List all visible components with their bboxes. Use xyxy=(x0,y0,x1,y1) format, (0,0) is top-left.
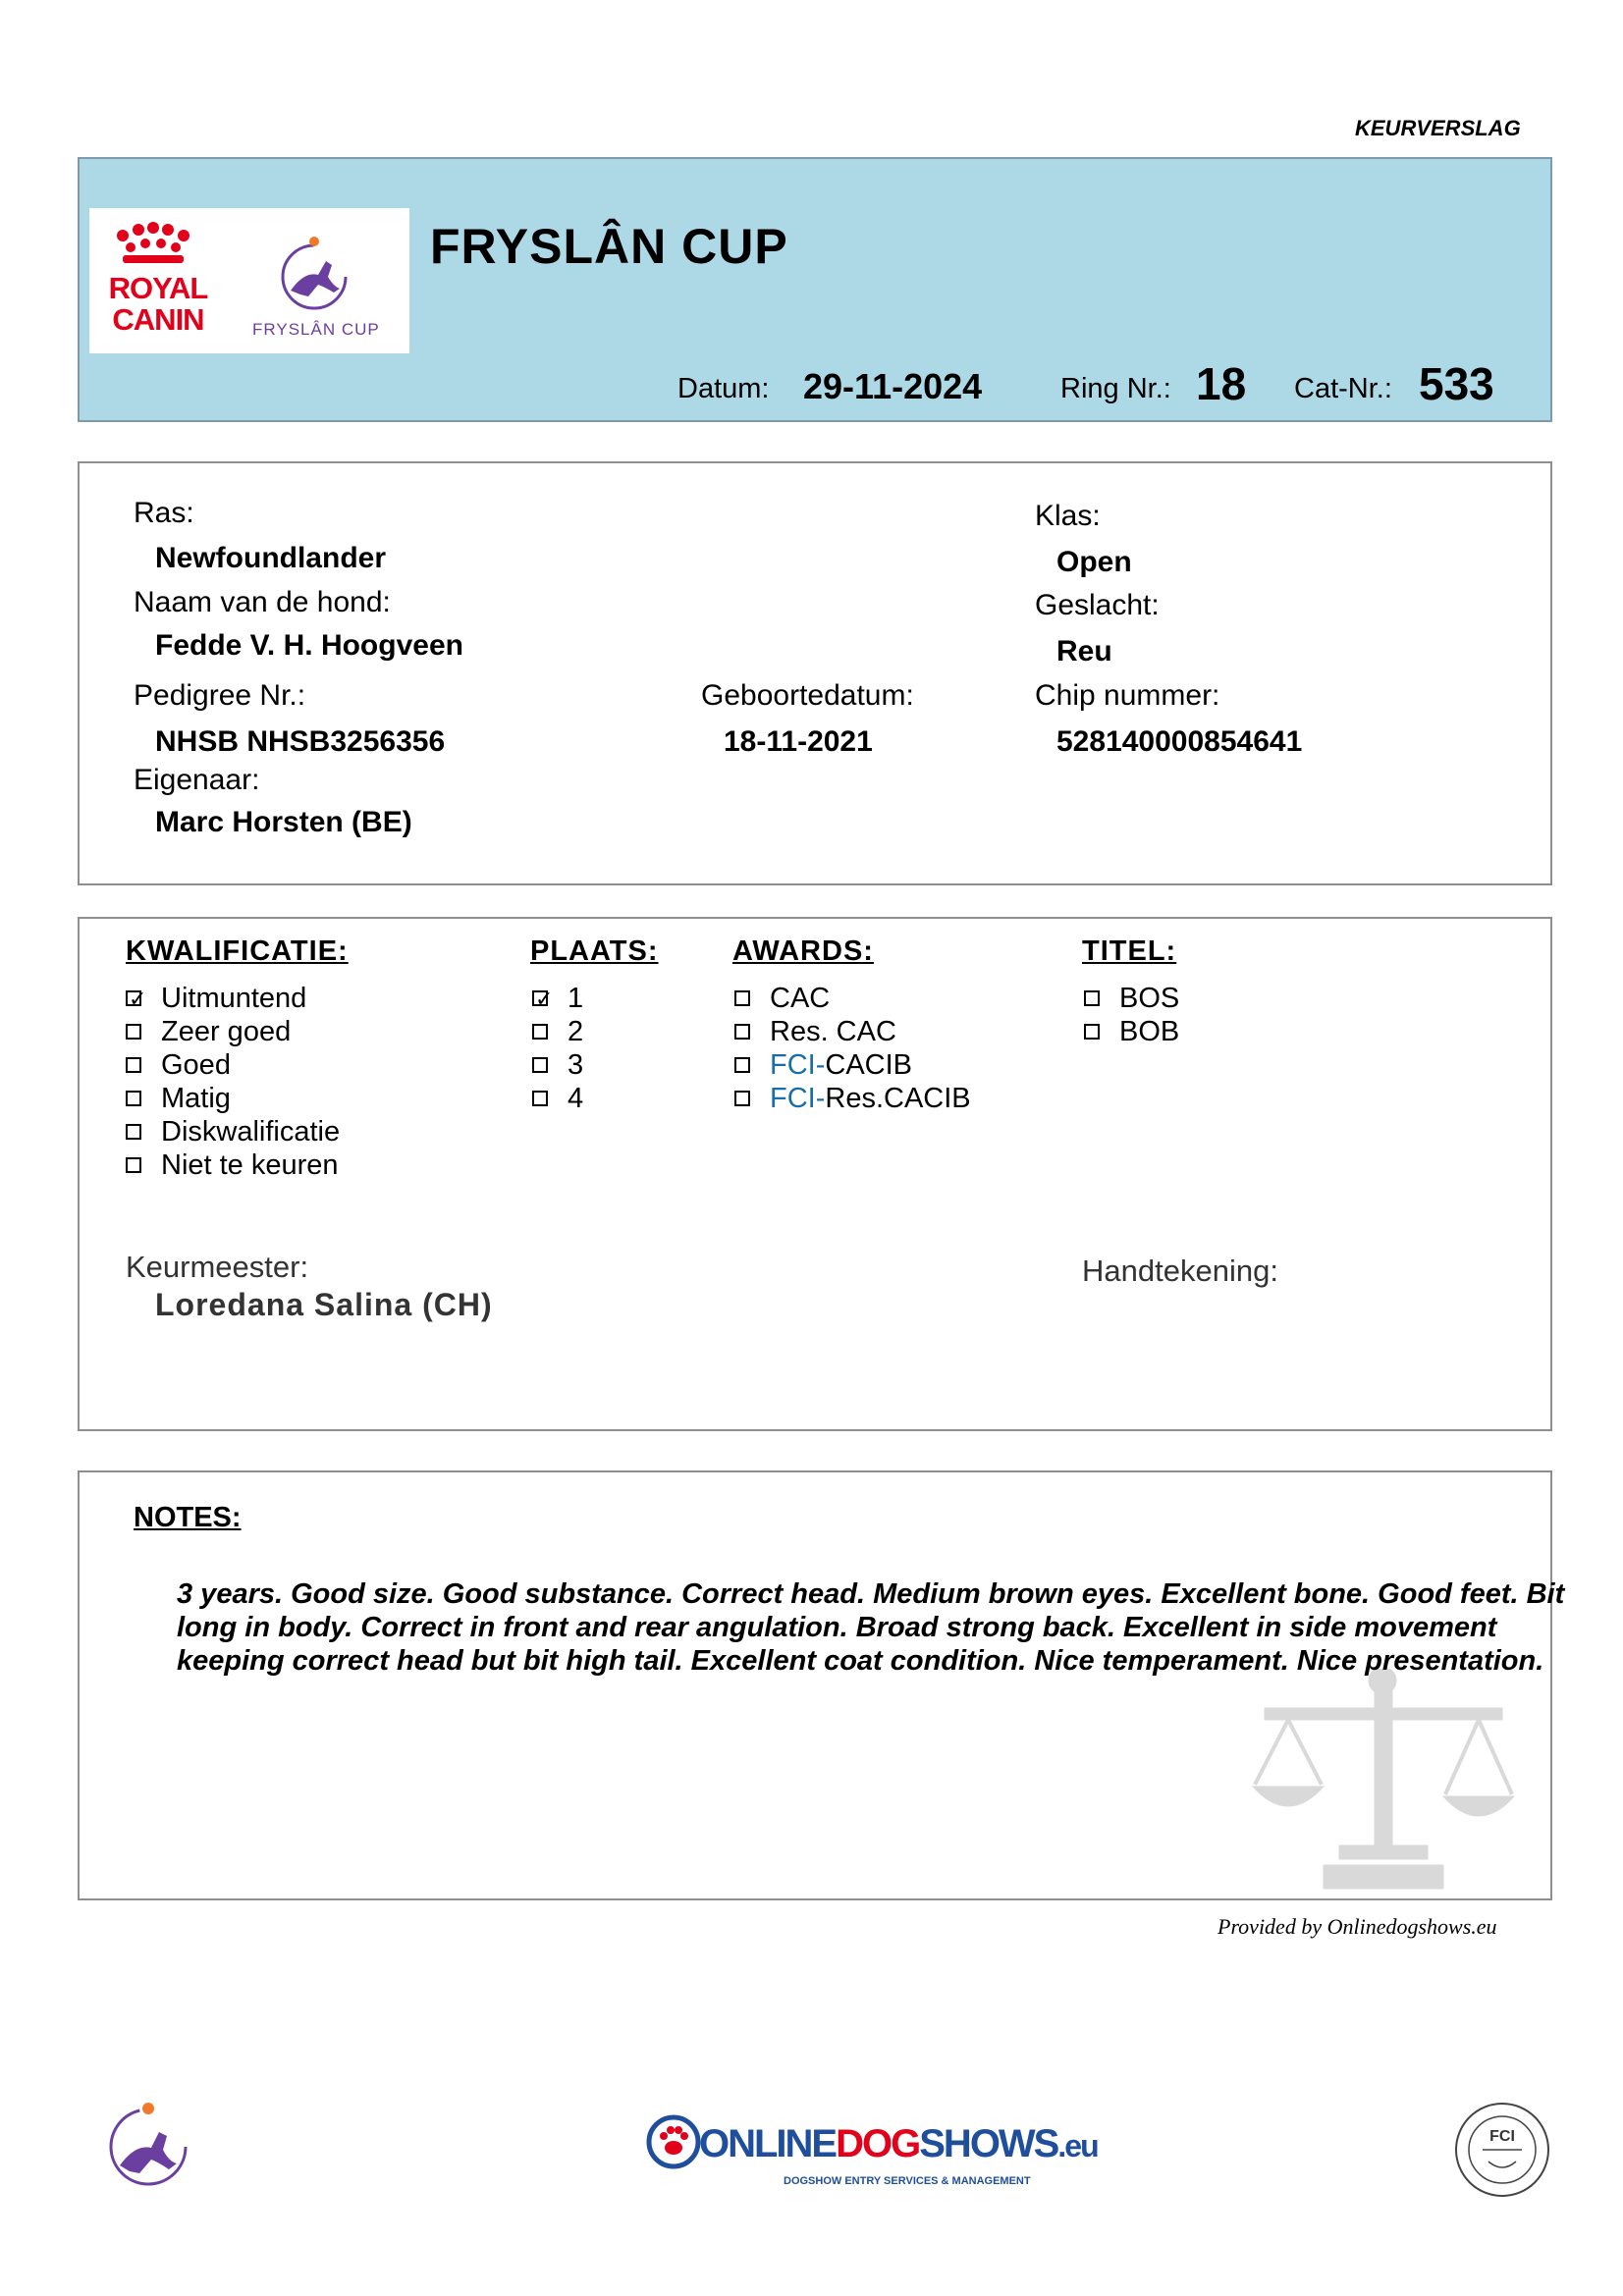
pedigree-label: Pedigree Nr.: xyxy=(134,679,306,712)
show-date: 29-11-2024 xyxy=(803,366,983,406)
judge-label: Keurmeester: xyxy=(126,1250,309,1284)
logo-shows-text: SHOWS xyxy=(919,2122,1058,2165)
qualification-option[interactable]: Zeer goed xyxy=(126,1015,340,1048)
scales-of-justice-watermark-icon xyxy=(1245,1669,1522,1895)
logo-dog-text: DOG xyxy=(836,2122,920,2165)
logo-eu-text: .eu xyxy=(1057,2128,1098,2163)
class-label: Klas: xyxy=(1035,500,1101,532)
notes-header: NOTES: xyxy=(134,1502,242,1533)
paw-icon xyxy=(646,2114,701,2169)
catalog-label: Cat-Nr.: xyxy=(1294,373,1392,404)
title-header: TITEL: xyxy=(1082,935,1177,967)
checkbox-checked-icon[interactable] xyxy=(532,990,548,1006)
qualification-option[interactable]: Diskwalificatie xyxy=(126,1115,340,1148)
chip-value: 528140000854641 xyxy=(1056,725,1303,758)
checkbox-icon[interactable] xyxy=(734,1091,750,1106)
ring-label: Ring Nr.: xyxy=(1060,373,1171,404)
placement-option[interactable]: 4 xyxy=(532,1082,583,1115)
checkbox-checked-icon[interactable] xyxy=(126,990,141,1006)
qualification-option[interactable]: ✓ Uitmuntend xyxy=(126,982,340,1015)
award-option[interactable]: Res. CAC xyxy=(734,1015,971,1048)
chip-label: Chip nummer: xyxy=(1035,679,1220,712)
placement-list xyxy=(532,982,583,1115)
placement-option[interactable]: 3 xyxy=(532,1048,583,1082)
judge-name: Loredana Salina (CH) xyxy=(155,1287,493,1322)
class-value: Open xyxy=(1056,546,1132,578)
birthdate-label: Geboortedatum: xyxy=(701,679,914,712)
title-option[interactable]: BOS xyxy=(1084,982,1179,1015)
checkbox-icon[interactable] xyxy=(126,1091,141,1106)
logo-tagline: DOGSHOW ENTRY SERVICES & MANAGEMENT xyxy=(784,2175,1031,2187)
qualification-header: KWALIFICATIE: xyxy=(126,935,349,967)
owner-value: Marc Horsten (BE) xyxy=(155,806,412,838)
fci-seal-text: FCI xyxy=(1489,2128,1515,2145)
judge-notes-text: 3 years. Good size. Good substance. Correct head. Medium brown eyes. Excellent bone. Good feet. Bit long in body. Correct in front and rear angulation. Broad strong back. Excellent in side movement keeping correct head but bit high tail. Excellent coat condition. Nice temperament. Nice presentation. xyxy=(177,1578,1565,1677)
fci-prefix: FCI- xyxy=(770,1049,826,1081)
title-option[interactable]: BOB xyxy=(1084,1015,1179,1048)
owner-label: Eigenaar: xyxy=(134,764,260,796)
provided-by: Provided by Onlinedogshows.eu xyxy=(1217,1914,1497,1939)
checkbox-icon[interactable] xyxy=(734,1057,750,1073)
ring-number: 18 xyxy=(1196,358,1247,409)
checkbox-icon[interactable] xyxy=(532,1057,548,1073)
checkbox-icon[interactable] xyxy=(734,1024,750,1040)
pedigree-value: NHSB NHSB3256356 xyxy=(155,725,446,758)
sex-value: Reu xyxy=(1056,635,1112,667)
awards-header: AWARDS: xyxy=(732,935,874,967)
qualification-option[interactable]: Niet te keuren xyxy=(126,1148,340,1182)
fci-seal xyxy=(1453,2101,1551,2199)
logo-online-text: ONLINE xyxy=(699,2122,837,2165)
checkbox-icon[interactable] xyxy=(126,1057,141,1073)
checkbox-icon[interactable] xyxy=(532,1024,548,1040)
awards-list xyxy=(734,982,971,1115)
document-type: KEURVERSLAG xyxy=(1355,116,1521,140)
qualification-option[interactable]: Goed xyxy=(126,1048,340,1082)
checkbox-icon[interactable] xyxy=(532,1091,548,1106)
birthdate-value: 18-11-2021 xyxy=(724,725,873,758)
catalog-number: 533 xyxy=(1419,358,1494,409)
dog-name-label: Naam van de hond: xyxy=(134,586,391,618)
placement-option[interactable]: 2 xyxy=(532,1015,583,1048)
checkbox-icon[interactable] xyxy=(126,1124,141,1140)
qualification-list xyxy=(126,982,340,1182)
fryslan-cup-logo-text: FRYSLÂN CUP xyxy=(252,320,380,339)
placement-header: PLAATS: xyxy=(530,935,659,967)
award-option[interactable]: CAC xyxy=(734,982,971,1015)
fryslan-cup-footer-logo-icon xyxy=(102,2101,194,2193)
fryslan-cup-logo-icon xyxy=(275,232,353,316)
checkbox-icon[interactable] xyxy=(126,1024,141,1040)
title-list xyxy=(1084,982,1179,1048)
signature-label: Handtekening: xyxy=(1082,1254,1278,1288)
breed-value: Newfoundlander xyxy=(155,542,387,574)
royal-canin-crown-icon xyxy=(113,222,193,265)
onlinedogshows-logo xyxy=(646,2109,1098,2197)
checkbox-icon[interactable] xyxy=(126,1157,141,1173)
placement-option[interactable]: ✓ 1 xyxy=(532,982,583,1015)
checkbox-icon[interactable] xyxy=(734,990,750,1006)
fci-seal-icon xyxy=(1453,2101,1551,2199)
fci-prefix: FCI- xyxy=(770,1083,826,1114)
award-option[interactable]: FCI- Res.CACIB xyxy=(734,1082,971,1115)
qualification-option[interactable]: Matig xyxy=(126,1082,340,1115)
royal-canin-logo-text: ROYAL CANIN xyxy=(108,271,208,337)
dog-name-value: Fedde V. H. Hoogveen xyxy=(155,629,463,662)
date-label: Datum: xyxy=(677,373,770,404)
show-title: FRYSLÂN CUP xyxy=(430,219,788,274)
sex-label: Geslacht: xyxy=(1035,589,1160,621)
checkbox-icon[interactable] xyxy=(1084,1024,1100,1040)
award-option[interactable]: FCI- CACIB xyxy=(734,1048,971,1082)
breed-label: Ras: xyxy=(134,497,194,529)
checkbox-icon[interactable] xyxy=(1084,990,1100,1006)
